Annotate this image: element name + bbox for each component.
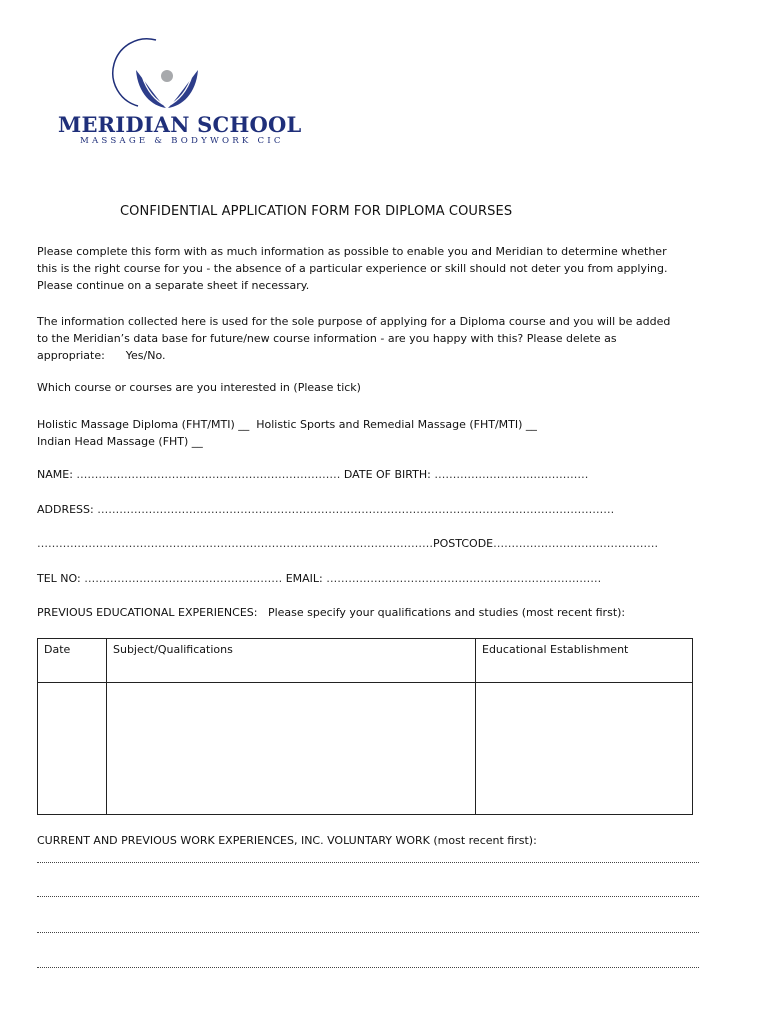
tel-label: TEL NO: [37, 572, 81, 585]
consent-line: appropriate: Yes/No. [37, 349, 166, 362]
column-header-subject: Subject/Qualifications [107, 639, 476, 683]
dob-label: DATE OF BIRTH: [343, 468, 431, 481]
address-row [37, 503, 614, 516]
work-line-3[interactable] [37, 932, 699, 933]
work-line-2[interactable] [37, 896, 699, 897]
consent-line: The information collected here is used for the sole purpose of applying for a Diploma course and you will be added [37, 315, 671, 328]
course-options-line[interactable]: Holistic Massage Diploma (FHT/MTI) __ Holistic Sports and Remedial Massage (FHT/MTI) __ [37, 418, 537, 431]
email-field[interactable]: ………………………………………………………………… [326, 572, 602, 585]
name-label: NAME: [37, 468, 73, 481]
address-field-2[interactable]: ……………………………………………………………………………………………… [37, 537, 433, 550]
column-header-establishment: Educational Establishment [476, 639, 693, 683]
postcode-label: POSTCODE [433, 537, 494, 550]
subject-cell[interactable] [107, 683, 476, 815]
logo-subtitle: MASSAGE & BODYWORK CIC [80, 136, 284, 146]
dob-field[interactable]: …………………………………… [434, 468, 589, 481]
work-line-4[interactable] [37, 967, 699, 968]
work-heading: CURRENT AND PREVIOUS WORK EXPERIENCES, INC. VOLUNTARY WORK (most recent first): [37, 834, 537, 847]
tel-field[interactable]: ……………………………………………… [84, 572, 286, 585]
logo-name: MERIDIAN SCHOOL [58, 112, 302, 137]
intro-line: Please complete this form with as much information as possible to enable you and Meridian to determine whether [37, 245, 667, 258]
address-label: ADDRESS: [37, 503, 94, 516]
name-field[interactable]: ……………………………………………………………… [76, 468, 344, 481]
course-options [37, 416, 737, 450]
date-cell[interactable] [38, 683, 107, 815]
education-heading: PREVIOUS EDUCATIONAL EXPERIENCES: Please specify your qualifications and studies (most recent first): [37, 606, 626, 619]
name-dob-row [37, 468, 588, 481]
course-question: Which course or courses are you interested in (Please tick) [37, 381, 361, 394]
intro-line: Please continue on a separate sheet if necessary. [37, 279, 310, 292]
intro-line: this is the right course for you - the absence of a particular experience or skill should not deter you from applying. [37, 262, 668, 275]
course-options-line[interactable]: Indian Head Massage (FHT) __ [37, 435, 203, 448]
intro-paragraph [37, 243, 737, 294]
work-line-1[interactable] [37, 862, 699, 863]
email-label: EMAIL: [285, 572, 323, 585]
postcode-field[interactable]: ……………………………………… [493, 537, 659, 550]
address-field[interactable]: …………………………………………………………………………………………………………………………… [97, 503, 615, 516]
column-header-date: Date [38, 639, 107, 683]
table-row [38, 683, 693, 815]
consent-line: to the Meridian’s data base for future/new course information - are you happy with this? Please delete as [37, 332, 617, 345]
postcode-row [37, 537, 658, 550]
table-header-row [38, 639, 693, 683]
form-title: CONFIDENTIAL APPLICATION FORM FOR DIPLOMA COURSES [120, 204, 513, 219]
consent-paragraph [37, 313, 737, 364]
tel-email-row [37, 572, 601, 585]
education-table [37, 638, 693, 815]
establishment-cell[interactable] [476, 683, 693, 815]
